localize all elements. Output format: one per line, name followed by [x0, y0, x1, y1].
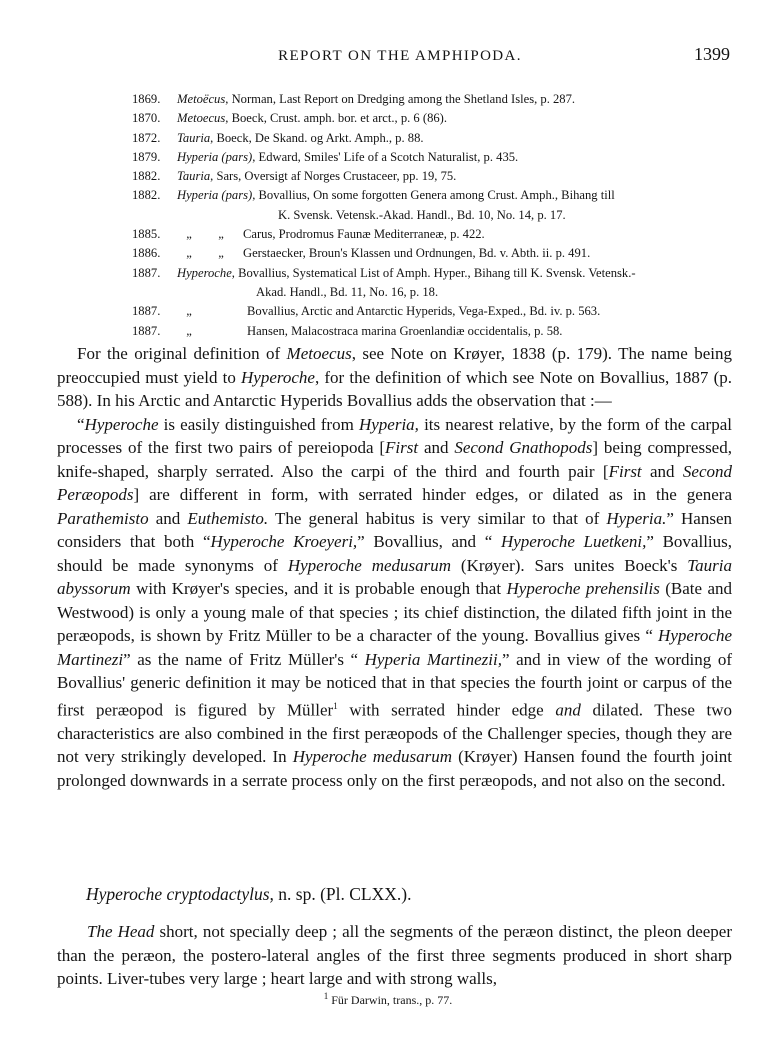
footnote-reference: 1 — [333, 700, 338, 711]
paragraph-quotation: “Hyperoche is easily distinguished from Hyperia, its nearest relative, by the form of the carpal processes of the first two pairs of pereiopoda [First and Second Gnathopods] being compressed, knife-shaped, sharply serrated. Also the carpi of the third and fourth pair [First and Second Peræopods] are different in form, with serrated hinder edges, or dilated as in the genera Parathemisto and Euthemisto. The general habitus is very similar to that of Hyperia.” Hansen considers that both “Hyperoche Kroeyeri,” Bovallius, and “ Hyperoche Luetkeni,” Bovallius, should be made synonyms of Hyperoche medusarum (Krøyer). Sars unites Boeck's Tauria abyssorum with Krøyer's species, and it is probable enough that Hyperoche prehensilis (Bate and Westwood) is only a young male of that species ; its chief distinction, the dilated fifth joint in the peræopods, is shown by Fritz Müller to be a character of the young. Bovallius gives “ Hyperoche Martinezi” as the name of Fritz Müller's “ Hyperia Martinezii,” and in view of the wording of Bovallius' generic definition it may be noticed that in that species the fourth joint or carpus of the first peræopod is figured by Müller$^1$ with serrated hinder edge and dilated. These two characteristics are also combined in the first peræopods of the Challenger species, though they are not very strikingly developed. In Hyperoche medusarum (Krøyer) Hansen found the fourth joint prolonged downwards in a serrate process only on the first peræopods, and not also on the second. — [57, 414, 733, 790]
ditto-mark: „ — [186, 246, 192, 261]
paragraph-original-definition: For the original definition of Metoecus, see Note on Krøyer, 1838 (p. 179). The name being preoccupied must yield to Hyperoche, for the definition of which see Note on Bovallius, 1887 (p. 588). In his Arctic and Antarctic Hyperids Bovallius adds the observation that :— — [57, 344, 733, 410]
running-title: REPORT ON THE AMPHIPODA. — [278, 48, 522, 64]
synonymy-entry: 1885. „ „ Carus, Prodromus Faunæ Mediterraneæ, p. 422. — [132, 225, 732, 244]
synonymy-entry: 1886. „ „ Gerstaecker, Broun's Klassen und Ordnungen, Bd. v. Abth. ii. p. 491. — [132, 244, 732, 263]
synonymy-entry: 1882. Tauria, Sars, Oversigt af Norges Crustaceer, pp. 19, 75. — [132, 169, 457, 184]
species-description — [57, 920, 732, 991]
synonymy-entry: 1872. Tauria, Boeck, De Skand. og Arkt. Amph., p. 88. — [132, 130, 424, 145]
synonymy-entry: 1882. Hyperia (pars), Bovallius, On some forgotten Genera among Crust. Amph., Bihang till — [132, 188, 615, 203]
synonymy-list — [132, 90, 732, 341]
synonymy-entry: 1870. Metoecus, Boeck, Crust. amph. bor. et arct., p. 6 (86). — [132, 111, 448, 126]
ditto-mark: „ — [186, 227, 192, 242]
ditto-mark: „ — [218, 227, 224, 242]
ditto-mark: „ — [186, 323, 192, 338]
ditto-mark: „ — [218, 246, 224, 261]
species-heading: Hyperoche cryptodactylus, n. sp. (Pl. CLXX.). — [86, 884, 412, 904]
synonymy-continuation: K. Svensk. Vetensk.-Akad. Handl., Bd. 10, No. 14, p. 17. — [278, 207, 566, 222]
synonymy-entry: 1879. Hyperia (pars), Edward, Smiles' Life of a Scotch Naturalist, p. 435. — [132, 149, 519, 164]
synonymy-continuation: Akad. Handl., Bd. 11, No. 16, p. 18. — [256, 284, 439, 299]
page-number: 1399 — [694, 44, 730, 64]
synonymy-entry: 1887. „ Hansen, Malacostraca marina Groenlandiæ occidentalis, p. 58. — [132, 322, 732, 341]
ditto-mark: „ — [186, 304, 192, 319]
synonymy-entry: 1887. „ Bovallius, Arctic and Antarctic Hyperids, Vega-Exped., Bd. iv. p. 563. — [132, 302, 732, 321]
synonymy-entry: 1887. Hyperoche, Bovallius, Systematical List of Amph. Hyper., Bihang till K. Svensk. Vetensk.- — [132, 265, 636, 280]
main-text — [57, 342, 732, 792]
paragraph-head-description: The Head short, not specially deep ; all the segments of the peræon distinct, the pleon deeper than the peræon, the postero-lateral angles of the first three segments produced in short sharp points. Liver-tubes very large ; heart large and with strong walls, — [57, 922, 732, 988]
running-header — [70, 44, 730, 70]
footnote: $^1$ Für Darwin, trans., p. 77. — [323, 991, 453, 1007]
synonymy-entry: 1869. Metoëcus, Norman, Last Report on Dredging among the Shetland Isles, p. 287. — [132, 92, 576, 106]
footnote-mark: 1 — [323, 991, 329, 1001]
